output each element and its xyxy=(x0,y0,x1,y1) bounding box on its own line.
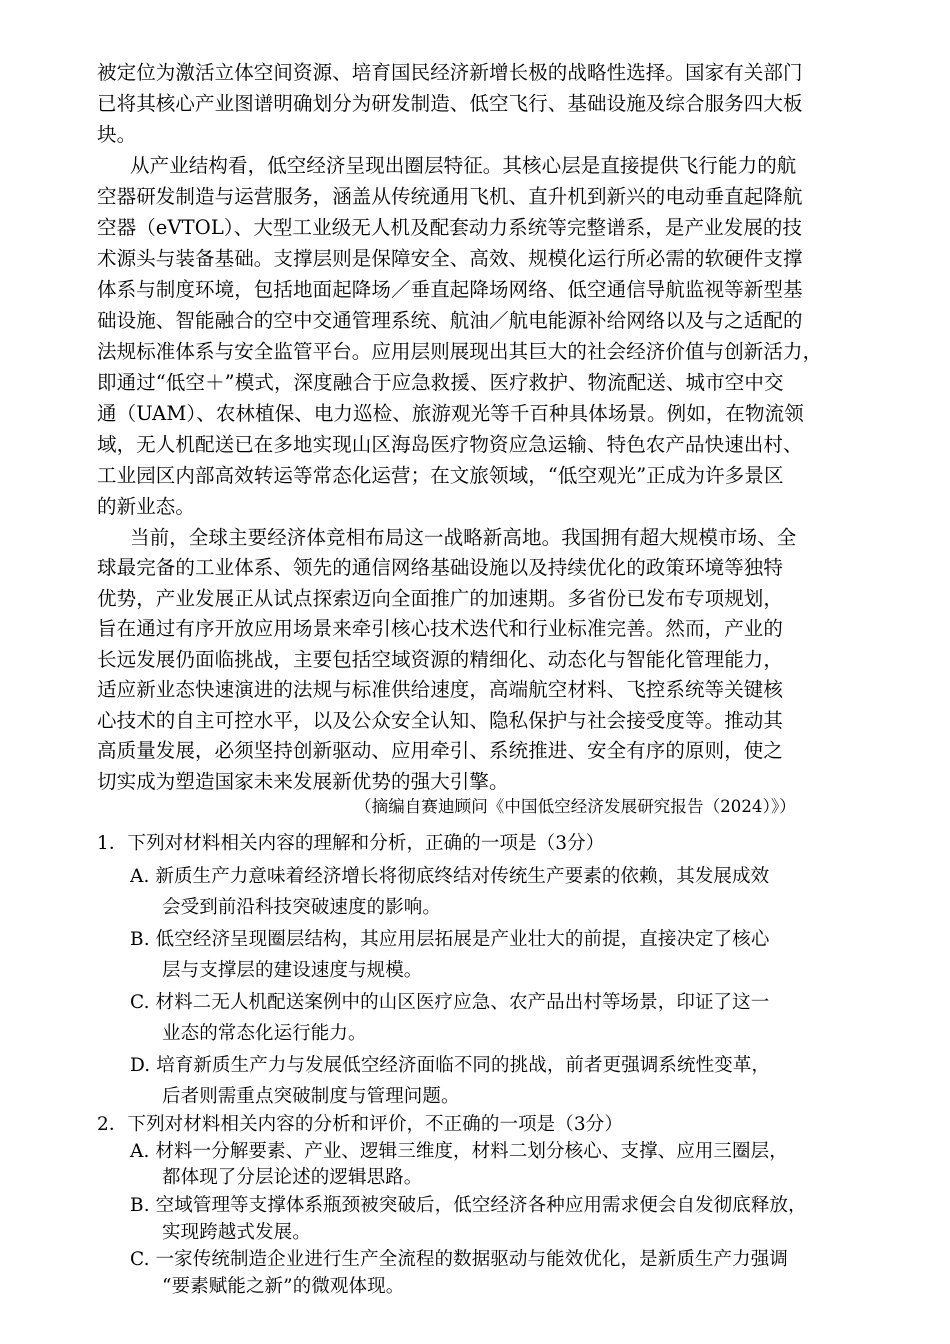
passage-line: 空器研发制造与运营服务，涵盖从传统通用飞机、直升机到新兴的电动垂直起降航 xyxy=(97,185,803,208)
source-citation: （摘编自赛迪顾问《中国低空经济发展研究报告（2024）》） xyxy=(355,797,796,816)
passage-line: 术源头与装备基础。支撑层则是保障安全、高效、规模化运行所必需的软硬件支撑 xyxy=(97,247,803,270)
question-1-option-a: A. 新质生产力意味着经济增长将彻底终结对传统生产要素的依赖，其发展成效 xyxy=(130,866,770,887)
question-1-option-d: D. 培育新质生产力与发展低空经济面临不同的挑战，前者更强调系统性变革， xyxy=(130,1055,771,1076)
passage-line: 法规标准体系与安全监管平台。应用层则展现出其巨大的社会经济价值与创新活力， xyxy=(97,340,823,363)
passage-line: 已将其核心产业图谱明确划分为研发制造、低空飞行、基础设施及综合服务四大板 xyxy=(97,92,803,115)
passage-line: 切实成为塑造国家未来发展新优势的强大引擎。 xyxy=(97,770,509,793)
question-2-option-c: C. 一家传统制造企业进行生产全流程的数据驱动与能效优化，是新质生产力强调 xyxy=(130,1249,788,1270)
passage-line: 适应新业态快速演进的法规与标准供给速度，高端航空材料、飞控系统等关键核 xyxy=(97,678,784,701)
passage-line: 心技术的自主可控水平，以及公众安全认知、隐私保护与社会接受度等。推动其 xyxy=(97,709,784,732)
passage-line: 长远发展仍面临挑战，主要包括空域资源的精细化、动态化与智能化管理能力， xyxy=(97,648,784,671)
passage-line: 被定位为激活立体空间资源、培育国民经济新增长极的战略性选择。国家有关部门 xyxy=(97,61,803,84)
question-2-option-a-cont: 都体现了分层论述的逻辑思路。 xyxy=(162,1167,423,1188)
passage-line: 础设施、智能融合的空中交通管理系统、航油／航电能源补给网络以及与之适配的 xyxy=(97,309,803,332)
passage-line: 体系与制度环境，包括地面起降场／垂直起降场网络、低空通信导航监视等新型基 xyxy=(97,278,803,301)
question-1-option-c: C. 材料二无人机配送案例中的山区医疗应急、农产品出村等场景，印证了这一 xyxy=(130,992,770,1013)
question-2-option-c-cont: “要素赋能之新”的微观体现。 xyxy=(162,1276,405,1297)
question-1-option-d-cont: 后者则需重点突破制度与管理问题。 xyxy=(162,1086,460,1107)
passage-line: 旨在通过有序开放应用场景来牵引核心技术迭代和行业标准完善。然而，产业的 xyxy=(97,617,784,640)
question-1-option-c-cont: 业态的常态化运行能力。 xyxy=(162,1023,367,1044)
passage-line: 通（UAM）、农林植保、电力巡检、旅游观光等千百种具体场景。例如，在物流领 xyxy=(97,402,804,425)
question-1-option-b-cont: 层与支撑层的建设速度与规模。 xyxy=(162,960,423,981)
passage-line: 高质量发展，必须坚持创新驱动、应用牵引、系统推进、安全有序的原则，使之 xyxy=(97,739,784,762)
question-2-stem: 2．下列对材料相关内容的分析和评价，不正确的一项是（3分） xyxy=(97,1114,623,1135)
question-1-option-b: B. 低空经济呈现圈层结构，其应用层拓展是产业壮大的前提，直接决定了核心 xyxy=(130,929,770,950)
passage-line: 块。 xyxy=(97,123,137,146)
question-2-option-a: A. 材料一分解要素、产业、逻辑三维度，材料二划分核心、支撑、应用三圈层， xyxy=(130,1141,788,1162)
passage-line: 即通过“低空＋”模式，深度融合于应急救援、医疗救护、物流配送、城市空中交 xyxy=(97,371,784,394)
passage-line: 域，无人机配送已在多地实现山区海岛医疗物资应急运输、特色农产品快速出村、 xyxy=(97,433,803,456)
passage-line: 优势，产业发展正从试点探索迈向全面推广的加速期。多省份已发布专项规划， xyxy=(97,587,784,610)
passage-line: 工业园区内部高效转运等常态化运营；在文旅领域，“低空观光”正成为许多景区 xyxy=(97,464,784,487)
question-1-option-a-cont: 会受到前沿科技突破速度的影响。 xyxy=(162,897,442,918)
passage-line: 空器（eVTOL）、大型工业级无人机及配套动力系统等完整谱系，是产业发展的技 xyxy=(97,216,803,239)
question-2-option-b-cont: 实现跨越式发展。 xyxy=(162,1222,311,1243)
passage-line: 从产业结构看，低空经济呈现出圈层特征。其核心层是直接提供飞行能力的航 xyxy=(130,154,797,177)
question-1-stem: 1．下列对材料相关内容的理解和分析，正确的一项是（3分） xyxy=(97,833,605,854)
question-2-option-b: B. 空域管理等支撑体系瓶颈被突破后，低空经济各种应用需求便会自发彻底释放， xyxy=(130,1195,807,1216)
passage-line: 球最完备的工业体系、领先的通信网络基础设施以及持续优化的政策环境等独特 xyxy=(97,556,784,579)
passage-line: 的新业态。 xyxy=(97,495,196,518)
passage-line: 当前，全球主要经济体竞相布局这一战略新高地。我国拥有超大规模市场、全 xyxy=(130,526,797,549)
